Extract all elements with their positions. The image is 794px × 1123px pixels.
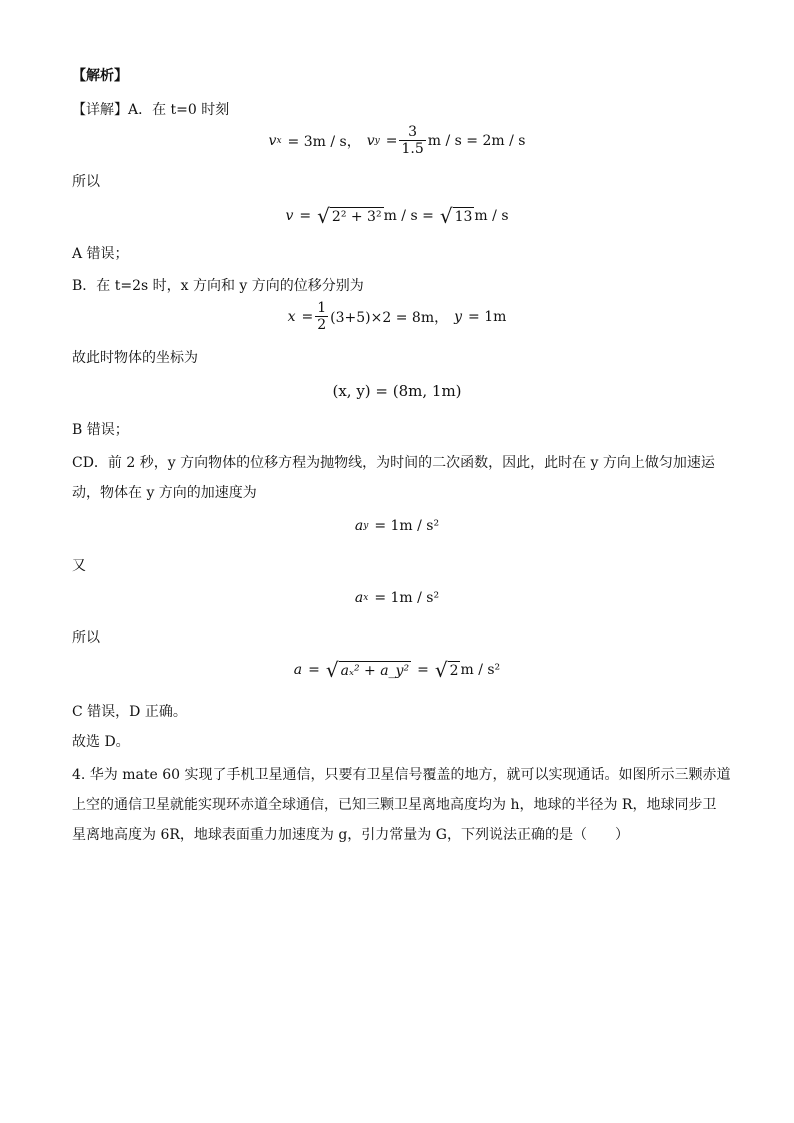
eq1-vx: v — [268, 132, 277, 149]
so-line-2: 所以 — [72, 630, 100, 646]
eq3-y-value: = 1m — [468, 308, 507, 325]
eq7-radicand: aₓ² + a_y² — [340, 663, 410, 679]
eq2-mid: m / s = — [383, 208, 434, 224]
choose-line: 故选 D。 — [72, 734, 130, 750]
eq7-unit: m / s² — [460, 662, 501, 678]
line-a-intro: A．在 t=0 时刻 — [128, 102, 230, 118]
eq5-sub: y — [363, 521, 369, 531]
equation-ay — [0, 518, 794, 534]
eq6-rest: = 1m / s² — [374, 590, 440, 606]
eq3-lhs: x — [287, 308, 296, 325]
line-b-intro: B．在 t=2s 时，x 方向和 y 方向的位移分别为 — [72, 278, 364, 294]
eq3-equals: = — [301, 308, 314, 325]
b-wrong: B 错误； — [72, 422, 129, 438]
eq7-radicand-2: 2 — [449, 663, 459, 679]
eq7-equals: = — [308, 662, 320, 678]
eq2-lhs: v — [285, 208, 294, 224]
eq1-fraction — [399, 124, 425, 157]
eq1-vx-value: = 3m / s， — [287, 133, 361, 150]
eq1-vy: v — [366, 132, 375, 149]
a-wrong: A 错误； — [72, 246, 129, 262]
detail-line-a — [72, 100, 229, 120]
equation-ax — [0, 590, 794, 606]
analysis-title: 【解析】 — [72, 68, 128, 84]
q4-line-3: 星离地高度为 6R，地球表面重力加速度为 g，引力常量为 G，下列说法正确的是（ ） — [72, 827, 629, 843]
eq2-radicand: 2² + 3² — [331, 209, 382, 225]
eq1-vx-sub: x — [276, 135, 282, 146]
equation-acceleration — [0, 660, 794, 680]
q4-line-1: 4. 华为 mate 60 实现了手机卫星通信，只要有卫星信号覆盖的地方，就可以实现通话。如图所示三颗赤道 — [72, 767, 731, 783]
eq1-equals: = — [385, 132, 398, 149]
cd-line-2: 动，物体在 y 方向的加速度为 — [72, 485, 257, 501]
q4-line-2: 上空的通信卫星就能实现环赤道全球通信，已知三颗卫星离地高度均为 h，地球的半径为 R，地球同步卫 — [72, 797, 717, 813]
eq3-body: (3+5)×2 = 8m， — [330, 309, 449, 326]
eq1-vy-sub: y — [374, 135, 380, 146]
eq6-a: a — [354, 590, 364, 606]
eq3-denominator: 2 — [317, 317, 327, 333]
eq2-radicand-2: 13 — [454, 209, 473, 225]
eq1-numerator: 3 — [408, 124, 418, 140]
equation-coordinates: (x, y) = (8m, 1m) — [332, 382, 462, 400]
eq7-sqrt-1: √ aₓ² + a_y² — [325, 658, 410, 682]
also-line: 又 — [72, 558, 86, 574]
eq5-rest: = 1m / s² — [374, 518, 440, 534]
so-line-1: 所以 — [72, 174, 100, 190]
c-wrong: C 错误，D 正确。 — [72, 704, 187, 720]
eq7-sqrt-2: √ 2 — [434, 658, 459, 682]
eq1-denominator: 1.5 — [401, 141, 424, 157]
equation-displacement — [0, 300, 794, 333]
eq7-lhs: a — [293, 662, 303, 678]
cd-line-1: CD．前 2 秒，y 方向物体的位移方程为抛物线，为时间的二次函数，因此，此时在 y 方向上做匀加速运 — [72, 455, 715, 471]
eq7-mid: = — [417, 662, 429, 678]
coord-intro: 故此时物体的坐标为 — [72, 350, 198, 366]
eq2-unit: m / s — [474, 208, 509, 224]
equation-velocity-components — [0, 124, 794, 157]
eq3-fraction — [315, 300, 328, 333]
question-4 — [72, 760, 731, 850]
eq3-numerator: 1 — [317, 300, 327, 316]
detail-label: 【详解】 — [72, 102, 128, 118]
eq2-sqrt-1: √ 2² + 3² — [317, 204, 382, 228]
eq3-y: y — [454, 308, 463, 325]
eq6-sub: x — [363, 593, 369, 603]
cd-paragraph — [72, 448, 722, 508]
eq2-sqrt-2: √ 13 — [439, 204, 473, 228]
equation-speed — [0, 206, 794, 226]
eq2-equals: = — [299, 208, 312, 224]
eq5-a: a — [354, 518, 364, 534]
eq1-rest: m / s = 2m / s — [427, 132, 526, 149]
